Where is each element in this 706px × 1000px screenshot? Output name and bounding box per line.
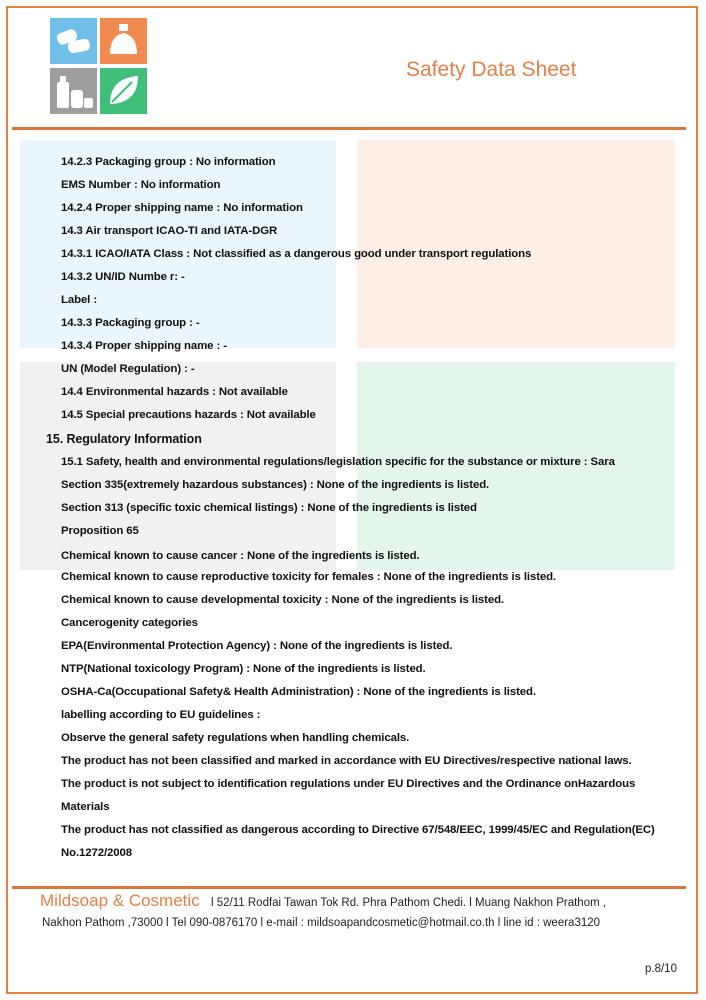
body-line: Cancerogenity categories — [61, 617, 198, 629]
body-line: Section 335(extremely hazardous substances) : None of the ingredients is listed. — [61, 479, 490, 491]
cosmetics-bottles-icon — [50, 68, 97, 114]
body-line: The product has not been classified and marked in accordance with EU Directives/respective national laws. — [61, 755, 632, 767]
leaf-icon — [100, 68, 147, 114]
footer-divider — [12, 886, 686, 889]
body-line: Observe the general safety regulations when handling chemicals. — [61, 732, 410, 744]
body-line: EPA(Environmental Protection Agency) : None of the ingredients is listed. — [61, 640, 453, 652]
body-line: 14.3 Air transport ICAO-TI and IATA-DGR — [61, 225, 278, 237]
body-line: EMS Number : No information — [61, 179, 221, 191]
body-line: 14.3.1 ICAO/IATA Class : Not classified as a dangerous good under transport regulations — [61, 248, 532, 260]
body-line: 14.3.3 Packaging group : - — [61, 317, 200, 329]
body-line: NTP(National toxicology Program) : None of the ingredients is listed. — [61, 663, 426, 675]
section-heading: 15. Regulatory Information — [46, 432, 202, 446]
perfume-bottle-icon — [100, 18, 147, 64]
body-line: 14.3.2 UN/ID Numbe r: - — [61, 271, 185, 283]
header-divider — [12, 127, 686, 130]
body-line: Chemical known to cause developmental toxicity : None of the ingredients is listed. — [61, 594, 504, 606]
body-line: 14.2.4 Proper shipping name : No information — [61, 202, 303, 214]
body-line: UN (Model Regulation) : - — [61, 363, 195, 375]
body-line: Materials — [61, 801, 110, 813]
body-line: 14.3.4 Proper shipping name : - — [61, 340, 227, 352]
watermark-bottle-block — [357, 140, 675, 348]
footer-address-line2: Nakhon Pathom ,73000 l Tel 090-0876170 l e-mail : mildsoapandcosmetic@hotmail.co.th l line id : weera3120 — [42, 917, 601, 929]
company-logo — [50, 18, 150, 114]
body-line: Proposition 65 — [61, 525, 139, 537]
body-line: Chemical known to cause reproductive toxicity for females : None of the ingredients is listed. — [61, 571, 557, 583]
body-line: 14.5 Special precautions hazards : Not available — [61, 409, 316, 421]
soap-icon — [50, 18, 97, 64]
body-line: 14.2.3 Packaging group : No information — [61, 156, 276, 168]
footer-company-name: Mildsoap & Cosmetic — [40, 891, 200, 910]
body-line: Label : — [61, 294, 98, 306]
body-line: labelling according to EU guidelines : — [61, 709, 261, 721]
body-line: 14.4 Environmental hazards : Not available — [61, 386, 288, 398]
body-line: The product has not classified as dangerous according to Directive 67/548/EEC, 1999/45/EC and Regulation(EC) — [61, 824, 655, 836]
document-title: Safety Data Sheet — [406, 58, 577, 81]
body-line: No.1272/2008 — [61, 847, 132, 859]
body-line: 15.1 Safety, health and environmental regulations/legislation specific for the substance or mixture : Sara — [61, 456, 615, 468]
body-line: OSHA-Ca(Occupational Safety& Health Administration) : None of the ingredients is listed. — [61, 686, 536, 698]
body-line: Section 313 (specific toxic chemical listings) : None of the ingredients is listed — [61, 502, 477, 514]
body-line: The product is not subject to identification regulations under EU Directives and the Ordinance onHazardous — [61, 778, 636, 790]
body-line: Chemical known to cause cancer : None of the ingredients is listed. — [61, 550, 420, 562]
page-number: p.8/10 — [645, 963, 677, 975]
footer-address-line1: l 52/11 Rodfai Tawan Tok Rd. Phra Pathom Chedi. l Muang Nakhon Prathom , — [211, 897, 607, 909]
